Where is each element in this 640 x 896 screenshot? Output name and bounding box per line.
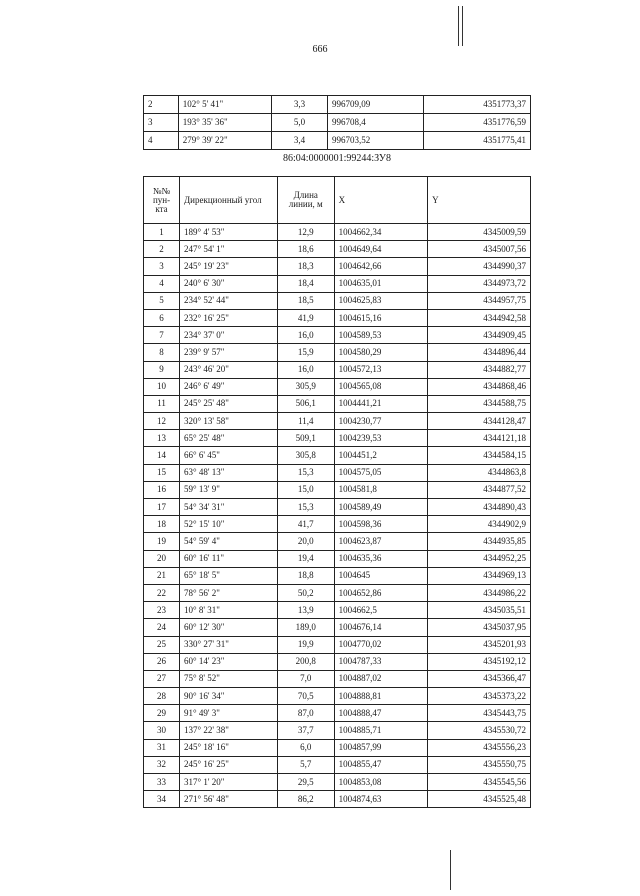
y-coordinate-cell: 4344942,58: [428, 309, 531, 326]
direction-angle-cell: 330° 27' 31": [180, 636, 278, 653]
direction-angle-cell: 271° 56' 48": [180, 791, 278, 808]
cadastral-number: 86:04:0000001:99244:ЗУ8: [283, 153, 391, 164]
direction-angle-cell: 247° 54' 1": [180, 241, 278, 258]
y-coordinate-cell: 4344896,44: [428, 344, 531, 361]
point-number-cell: 7: [144, 327, 180, 344]
y-coordinate-cell: 4345530,72: [428, 722, 531, 739]
point-number-cell: 4: [144, 275, 180, 292]
x-coordinate-cell: 1004662,34: [334, 224, 428, 241]
x-coordinate-cell: 1004572,13: [334, 361, 428, 378]
y-coordinate-cell: 4345009,59: [428, 224, 531, 241]
y-coordinate-cell: 4344952,25: [428, 550, 531, 567]
line-length-cell: 50,2: [277, 584, 334, 601]
y-coordinate-cell: 4345373,22: [428, 688, 531, 705]
direction-angle-cell: 245° 16' 25": [180, 756, 278, 773]
table-row: [144, 550, 531, 567]
direction-angle-cell: 234° 52' 44": [180, 292, 278, 309]
point-number-cell: 12: [144, 413, 180, 430]
point-number-cell: 8: [144, 344, 180, 361]
direction-angle-cell: 65° 25' 48": [180, 430, 278, 447]
direction-angle-cell: 279° 39' 22": [178, 132, 271, 150]
point-number-cell: 28: [144, 688, 180, 705]
page-number: 666: [312, 44, 328, 55]
x-coordinate-cell: 1004874,63: [334, 791, 428, 808]
table-row: [144, 241, 531, 258]
table-row: [144, 584, 531, 601]
y-coordinate-cell: 4344969,13: [428, 567, 531, 584]
direction-angle-cell: 10° 8' 31": [180, 602, 278, 619]
table-row: [144, 395, 531, 412]
point-number-cell: 23: [144, 602, 180, 619]
point-number-cell: 2: [144, 96, 179, 114]
line-length-cell: 18,6: [277, 241, 334, 258]
x-coordinate-cell: 1004635,01: [334, 275, 428, 292]
direction-angle-cell: 60° 16' 11": [180, 550, 278, 567]
table-row: [144, 705, 531, 722]
x-coordinate-cell: 1004652,86: [334, 584, 428, 601]
table-row: [144, 602, 531, 619]
direction-angle-cell: 193° 35' 36": [178, 114, 271, 132]
y-coordinate-cell: 4344584,15: [428, 447, 531, 464]
line-length-cell: 16,0: [277, 361, 334, 378]
x-coordinate-cell: 1004885,71: [334, 722, 428, 739]
table-row: [144, 516, 531, 533]
y-coordinate-cell: 4345192,12: [428, 653, 531, 670]
table-row: [144, 739, 531, 756]
table-row: [144, 567, 531, 584]
point-number-cell: 9: [144, 361, 180, 378]
table-row: [144, 413, 531, 430]
y-coordinate-cell: 4344128,47: [428, 413, 531, 430]
y-coordinate-cell: 4344902,9: [428, 516, 531, 533]
header-x: X: [334, 177, 428, 224]
y-coordinate-cell: 4345201,93: [428, 636, 531, 653]
direction-angle-cell: 60° 14' 23": [180, 653, 278, 670]
x-coordinate-cell: 1004642,66: [334, 258, 428, 275]
direction-angle-cell: 317° 1' 20": [180, 774, 278, 791]
direction-angle-cell: 234° 37' 0": [180, 327, 278, 344]
point-number-cell: 3: [144, 114, 179, 132]
line-length-cell: 19,9: [277, 636, 334, 653]
x-coordinate-cell: 1004888,47: [334, 705, 428, 722]
direction-angle-cell: 189° 4' 53": [180, 224, 278, 241]
binding-mark-bottom: [450, 850, 451, 890]
line-length-cell: 5,0: [272, 114, 328, 132]
y-coordinate-cell: 4344868,46: [428, 378, 531, 395]
direction-angle-cell: 75° 8' 52": [180, 670, 278, 687]
y-coordinate-cell: 4345443,75: [428, 705, 531, 722]
direction-angle-cell: 239° 9' 57": [180, 344, 278, 361]
x-coordinate-cell: 1004770,02: [334, 636, 428, 653]
line-length-cell: 305,9: [277, 378, 334, 395]
point-number-cell: 30: [144, 722, 180, 739]
line-length-cell: 11,4: [277, 413, 334, 430]
table-row: [144, 96, 531, 114]
x-coordinate-cell: 1004676,14: [334, 619, 428, 636]
table-row: [144, 114, 531, 132]
table-row: [144, 722, 531, 739]
point-number-cell: 11: [144, 395, 180, 412]
table-row: [144, 499, 531, 516]
line-length-cell: 509,1: [277, 430, 334, 447]
header-direction-angle: Дирекционный угол: [180, 177, 278, 224]
y-coordinate-cell: 4345366,47: [428, 670, 531, 687]
direction-angle-cell: 245° 19' 23": [180, 258, 278, 275]
table-row: [144, 258, 531, 275]
y-coordinate-cell: 4351773,37: [424, 96, 531, 114]
point-number-cell: 19: [144, 533, 180, 550]
table-row: [144, 430, 531, 447]
table-row: [144, 670, 531, 687]
table-row: [144, 774, 531, 791]
y-coordinate-cell: 4344957,75: [428, 292, 531, 309]
line-length-cell: 15,3: [277, 464, 334, 481]
direction-angle-cell: 54° 59' 4": [180, 533, 278, 550]
direction-angle-cell: 63° 48' 13": [180, 464, 278, 481]
line-length-cell: 3,3: [272, 96, 328, 114]
direction-angle-cell: 245° 25' 48": [180, 395, 278, 412]
x-coordinate-cell: 1004575,05: [334, 464, 428, 481]
y-coordinate-cell: 4351776,59: [424, 114, 531, 132]
line-length-cell: 18,8: [277, 567, 334, 584]
y-coordinate-cell: 4345007,56: [428, 241, 531, 258]
direction-angle-cell: 91° 49' 3": [180, 705, 278, 722]
x-coordinate-cell: 1004239,53: [334, 430, 428, 447]
y-coordinate-cell: 4344990,37: [428, 258, 531, 275]
direction-angle-cell: 78° 56' 2": [180, 584, 278, 601]
binding-mark-top-2: [462, 6, 463, 46]
line-length-cell: 15,9: [277, 344, 334, 361]
direction-angle-cell: 59° 13' 9": [180, 481, 278, 498]
direction-angle-cell: 60° 12' 30": [180, 619, 278, 636]
table-row: [144, 619, 531, 636]
y-coordinate-cell: 4345035,51: [428, 602, 531, 619]
table-row: [144, 533, 531, 550]
line-length-cell: 70,5: [277, 688, 334, 705]
x-coordinate-cell: 996709,09: [327, 96, 423, 114]
line-length-cell: 19,4: [277, 550, 334, 567]
table-row: [144, 653, 531, 670]
point-number-cell: 32: [144, 756, 180, 773]
y-coordinate-cell: 4344935,85: [428, 533, 531, 550]
line-length-cell: 15,0: [277, 481, 334, 498]
table-row: [144, 378, 531, 395]
direction-angle-cell: 320° 13' 58": [180, 413, 278, 430]
line-length-cell: 5,7: [277, 756, 334, 773]
table-row: [144, 132, 531, 150]
direction-angle-cell: 52° 15' 10": [180, 516, 278, 533]
top-table-body: [144, 96, 531, 150]
point-number-cell: 6: [144, 309, 180, 326]
point-number-cell: 31: [144, 739, 180, 756]
table-row: [144, 224, 531, 241]
top-coordinates-table: [143, 95, 531, 150]
x-coordinate-cell: 1004441,21: [334, 395, 428, 412]
y-coordinate-cell: 4345550,75: [428, 756, 531, 773]
table-row: [144, 361, 531, 378]
point-number-cell: 34: [144, 791, 180, 808]
x-coordinate-cell: 1004230,77: [334, 413, 428, 430]
point-number-cell: 17: [144, 499, 180, 516]
point-number-cell: 26: [144, 653, 180, 670]
direction-angle-cell: 245° 18' 16": [180, 739, 278, 756]
table-row: [144, 327, 531, 344]
table-row: [144, 481, 531, 498]
table-row: [144, 791, 531, 808]
line-length-cell: 18,5: [277, 292, 334, 309]
main-coordinates-table: [143, 176, 531, 808]
x-coordinate-cell: 1004787,33: [334, 653, 428, 670]
line-length-cell: 18,4: [277, 275, 334, 292]
header-point-number: №№ пун-кта: [144, 177, 180, 224]
point-number-cell: 29: [144, 705, 180, 722]
y-coordinate-cell: 4344973,72: [428, 275, 531, 292]
point-number-cell: 14: [144, 447, 180, 464]
y-coordinate-cell: 4344877,52: [428, 481, 531, 498]
point-number-cell: 10: [144, 378, 180, 395]
line-length-cell: 12,9: [277, 224, 334, 241]
x-coordinate-cell: 1004649,64: [334, 241, 428, 258]
line-length-cell: 7,0: [277, 670, 334, 687]
point-number-cell: 4: [144, 132, 179, 150]
header-line-length: Длина линии, м: [277, 177, 334, 224]
table-row: [144, 636, 531, 653]
x-coordinate-cell: 1004645: [334, 567, 428, 584]
x-coordinate-cell: 1004598,36: [334, 516, 428, 533]
point-number-cell: 33: [144, 774, 180, 791]
point-number-cell: 22: [144, 584, 180, 601]
point-number-cell: 25: [144, 636, 180, 653]
line-length-cell: 37,7: [277, 722, 334, 739]
line-length-cell: 13,9: [277, 602, 334, 619]
direction-angle-cell: 65° 18' 5": [180, 567, 278, 584]
x-coordinate-cell: 996703,52: [327, 132, 423, 150]
y-coordinate-cell: 4345545,56: [428, 774, 531, 791]
point-number-cell: 27: [144, 670, 180, 687]
x-coordinate-cell: 1004580,29: [334, 344, 428, 361]
direction-angle-cell: 90° 16' 34": [180, 688, 278, 705]
y-coordinate-cell: 4344986,22: [428, 584, 531, 601]
line-length-cell: 41,9: [277, 309, 334, 326]
direction-angle-cell: 246° 6' 49": [180, 378, 278, 395]
line-length-cell: 6,0: [277, 739, 334, 756]
direction-angle-cell: 54° 34' 31": [180, 499, 278, 516]
point-number-cell: 15: [144, 464, 180, 481]
point-number-cell: 24: [144, 619, 180, 636]
binding-mark-top: [458, 6, 459, 46]
table-row: [144, 688, 531, 705]
y-coordinate-cell: 4344863,8: [428, 464, 531, 481]
line-length-cell: 200,8: [277, 653, 334, 670]
y-coordinate-cell: 4344121,18: [428, 430, 531, 447]
point-number-cell: 13: [144, 430, 180, 447]
y-coordinate-cell: 4344588,75: [428, 395, 531, 412]
header-y: Y: [428, 177, 531, 224]
header-row: [144, 177, 531, 224]
line-length-cell: 20,0: [277, 533, 334, 550]
table-header: [144, 177, 531, 224]
point-number-cell: 5: [144, 292, 180, 309]
line-length-cell: 16,0: [277, 327, 334, 344]
y-coordinate-cell: 4345556,23: [428, 739, 531, 756]
x-coordinate-cell: 1004451,2: [334, 447, 428, 464]
table-row: [144, 309, 531, 326]
direction-angle-cell: 137° 22' 38": [180, 722, 278, 739]
line-length-cell: 29,5: [277, 774, 334, 791]
point-number-cell: 21: [144, 567, 180, 584]
table-row: [144, 447, 531, 464]
direction-angle-cell: 66° 6' 45": [180, 447, 278, 464]
line-length-cell: 18,3: [277, 258, 334, 275]
line-length-cell: 41,7: [277, 516, 334, 533]
point-number-cell: 2: [144, 241, 180, 258]
y-coordinate-cell: 4345525,48: [428, 791, 531, 808]
table-row: [144, 344, 531, 361]
table-row: [144, 756, 531, 773]
point-number-cell: 20: [144, 550, 180, 567]
direction-angle-cell: 240° 6' 30": [180, 275, 278, 292]
x-coordinate-cell: 1004589,49: [334, 499, 428, 516]
x-coordinate-cell: 1004887,02: [334, 670, 428, 687]
table-row: [144, 292, 531, 309]
y-coordinate-cell: 4344882,77: [428, 361, 531, 378]
y-coordinate-cell: 4345037,95: [428, 619, 531, 636]
direction-angle-cell: 102° 5' 41": [178, 96, 271, 114]
x-coordinate-cell: 1004635,36: [334, 550, 428, 567]
y-coordinate-cell: 4351775,41: [424, 132, 531, 150]
x-coordinate-cell: 1004662,5: [334, 602, 428, 619]
line-length-cell: 506,1: [277, 395, 334, 412]
x-coordinate-cell: 1004581,8: [334, 481, 428, 498]
table-row: [144, 275, 531, 292]
point-number-cell: 3: [144, 258, 180, 275]
point-number-cell: 16: [144, 481, 180, 498]
x-coordinate-cell: 1004888,81: [334, 688, 428, 705]
x-coordinate-cell: 1004565,08: [334, 378, 428, 395]
x-coordinate-cell: 1004623,87: [334, 533, 428, 550]
y-coordinate-cell: 4344909,45: [428, 327, 531, 344]
line-length-cell: 15,3: [277, 499, 334, 516]
line-length-cell: 3,4: [272, 132, 328, 150]
line-length-cell: 86,2: [277, 791, 334, 808]
x-coordinate-cell: 1004855,47: [334, 756, 428, 773]
x-coordinate-cell: 1004857,99: [334, 739, 428, 756]
main-table-body: [144, 224, 531, 808]
y-coordinate-cell: 4344890,43: [428, 499, 531, 516]
table-row: [144, 464, 531, 481]
line-length-cell: 305,8: [277, 447, 334, 464]
x-coordinate-cell: 1004625,83: [334, 292, 428, 309]
x-coordinate-cell: 1004589,53: [334, 327, 428, 344]
point-number-cell: 1: [144, 224, 180, 241]
direction-angle-cell: 232° 16' 25": [180, 309, 278, 326]
line-length-cell: 189,0: [277, 619, 334, 636]
x-coordinate-cell: 1004853,08: [334, 774, 428, 791]
line-length-cell: 87,0: [277, 705, 334, 722]
x-coordinate-cell: 1004615,16: [334, 309, 428, 326]
direction-angle-cell: 243° 46' 20": [180, 361, 278, 378]
point-number-cell: 18: [144, 516, 180, 533]
x-coordinate-cell: 996708,4: [327, 114, 423, 132]
